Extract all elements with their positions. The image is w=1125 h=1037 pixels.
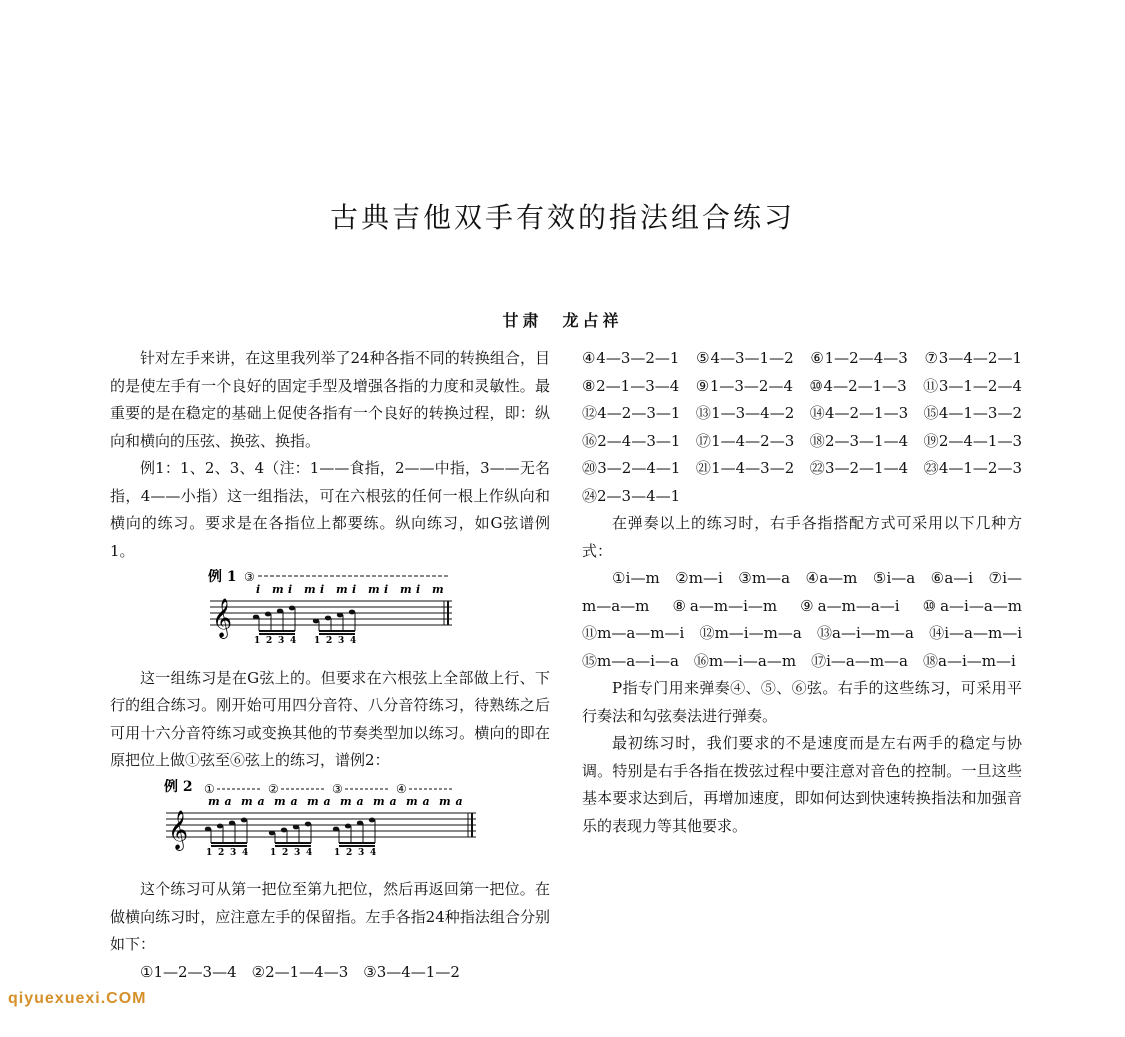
finger-number: 4 xyxy=(350,636,357,646)
fingering-letter: a xyxy=(422,794,430,808)
staff-example-2 xyxy=(164,779,484,861)
note-head xyxy=(357,820,363,825)
finger-number: 3 xyxy=(358,847,365,858)
note-head xyxy=(277,609,283,614)
string-mark: ② xyxy=(268,781,279,796)
string-mark: ③ xyxy=(244,570,255,584)
note-head xyxy=(345,823,351,828)
fingering-letter: i xyxy=(256,583,261,596)
note-head xyxy=(325,616,331,621)
fingering-letter: a xyxy=(224,794,232,808)
finger-number: 3 xyxy=(230,847,237,858)
fingering-letter: m xyxy=(336,583,348,596)
paragraph: 这个练习可从第一把位至第九把位，然后再返回第一把位。在做横向练习时，应注意左手的保留指。左手各指24种指法组合分别如下： xyxy=(110,880,550,953)
fingering-letter: m xyxy=(400,583,412,596)
fingering-letter: m xyxy=(208,794,220,808)
finger-number: 2 xyxy=(346,847,353,858)
note-head xyxy=(229,820,235,825)
finger-number: 1 xyxy=(254,636,261,646)
fingering-letter: a xyxy=(257,794,265,808)
music-example-1 xyxy=(208,569,550,659)
fingering-letter: i xyxy=(320,583,325,596)
fingering-letter: a xyxy=(323,794,331,808)
paragraph: 例1：1、2、3、4（注：1——食指，2——中指，3——无名指，4——小指）这一组指法，可在六根弦的任何一根上作纵向和横向的练习。要求是在各指位上都要练。纵向练习，如G弦谱例1。 xyxy=(110,459,550,560)
finger-number: 2 xyxy=(326,636,333,646)
fingering-letter: i xyxy=(352,583,357,596)
note-head xyxy=(241,817,247,822)
string-mark: ① xyxy=(204,781,215,796)
finger-number: 1 xyxy=(314,636,321,646)
example-1-label: 例 1 xyxy=(208,569,237,585)
paragraph: P指专门用来弹奏④、⑤、⑥弦。右手的这些练习，可采用平行奏法和勾弦奏法进行弹奏。 xyxy=(582,679,1022,725)
paragraph: 针对左手来讲，在这里我列举了24种各指不同的转换组合，目的是使左手有一个良好的固定手型及增强各指的力度和灵敏性。最重要的是在稳定的基础上促使各指有一个良好的转换过程，即：纵向和横向的压弦、换弦、换指。 xyxy=(110,349,550,450)
fingering-letter: m xyxy=(241,794,253,808)
string-mark: ④ xyxy=(396,781,407,796)
fingering-letter: m xyxy=(307,794,319,808)
finger-number: 2 xyxy=(266,636,273,646)
fingering-letter: m xyxy=(272,583,284,596)
finger-number: 4 xyxy=(290,636,297,646)
finger-number: 2 xyxy=(282,847,289,858)
fingering-letter: m xyxy=(304,583,316,596)
example-2-label: 例 2 xyxy=(164,778,193,795)
paragraph: 这一组练习是在G弦上的。但要求在六根弦上全部做上行、下行的组合练习。刚开始可用四分音符、八分音符练习，待熟练之后可用十六分音符练习或变换其他的节奏类型加以练习。横向的即在原把位上做①弦至⑥弦上的练习，谱例2： xyxy=(110,668,550,769)
treble-clef-icon: 𝄞 xyxy=(212,598,233,638)
finger-combination-list: ④4—3—2—1 ⑤4—3—1—2 ⑥1—2—4—3 ⑦3—4—2—1 ⑧2—1—3—4 ⑨1—3—2—4 ⑩4—2—1—3 ⑪3—1—2—4 ⑫4—2—3—1 ⑬1—3—4—2 ⑭4—2—1—3 ⑮4—1—3—2 ⑯2—4—3—1 ⑰1—4—2—3 ⑱2—3—1—4 ⑲2—4—1—3 ⑳3—2—4—1 ㉑1—4—3—2 ㉒3—2—1—4 ㉓4—1—2—3 ㉔2—3—4—1 xyxy=(582,349,1038,505)
fingering-letter: i xyxy=(384,583,389,596)
string-mark: ③ xyxy=(332,781,343,796)
note-head xyxy=(253,615,259,620)
note-head xyxy=(313,619,319,624)
right-hand-combination-list: ①i—m ②m—i ③m—a ④a—m ⑤i—a ⑥a—i ⑦i—m—a—m ⑧a—m—i—m ⑨a—m—a—i ⑩a—i—a—m ⑪m—a—m—i ⑫m—i—m—a ⑬a—i—m—a ⑭i—a—m—i ⑮m—a—i—a ⑯m—i—a—m ⑰i—a—m—a ⑱a—i—m—i xyxy=(582,569,1038,670)
fingering-letter: m xyxy=(368,583,380,596)
article-title: 古典吉他双手有效的指法组合练习 xyxy=(329,201,795,234)
finger-number: 1 xyxy=(206,847,213,858)
note-head xyxy=(205,826,211,831)
right-column xyxy=(582,345,1038,840)
note-head xyxy=(265,612,271,617)
staff-example-1 xyxy=(208,569,458,649)
finger-number: 4 xyxy=(242,847,249,858)
fingering-letter: m xyxy=(406,794,418,808)
paragraph: 最初练习时，我们要求的不是速度而是左右两手的稳定与协调。特别是右手各指在拨弦过程中要注意对音色的控制。一旦这些基本要求达到后，再增加速度，即如何达到快速转换指法和加强音乐的表现力等其他要求。 xyxy=(582,734,1022,835)
finger-number: 3 xyxy=(278,636,285,646)
fingering-letter: a xyxy=(290,794,298,808)
note-head xyxy=(289,606,295,611)
finger-number: 1 xyxy=(270,847,277,858)
finger-number: 3 xyxy=(294,847,301,858)
note-head xyxy=(333,826,339,831)
note-head xyxy=(293,824,299,829)
finger-number: 2 xyxy=(218,847,225,858)
note-head xyxy=(281,827,287,832)
left-column xyxy=(110,345,550,986)
note-head xyxy=(349,610,355,615)
fingering-letter: m xyxy=(439,794,451,808)
paragraph: ①1—2—3—4 ②2—1—4—3 ③3—4—1—2 xyxy=(140,962,460,981)
finger-number: 4 xyxy=(370,847,377,858)
fingering-letter: i xyxy=(288,583,293,596)
fingering-letter: m xyxy=(274,794,286,808)
fingering-letter: a xyxy=(389,794,397,808)
finger-number: 3 xyxy=(338,636,345,646)
fingering-letter: m xyxy=(432,583,444,596)
finger-number: 1 xyxy=(334,847,341,858)
site-watermark: qiyuexuexi.COM xyxy=(8,990,147,1007)
note-head xyxy=(305,821,311,826)
author-line: 甘肃 龙占祥 xyxy=(502,311,623,330)
note-head xyxy=(217,823,223,828)
fingering-letter: m xyxy=(373,794,385,808)
fingering-letter: a xyxy=(356,794,364,808)
note-head xyxy=(369,817,375,822)
note-head xyxy=(269,830,275,835)
finger-number: 4 xyxy=(306,847,313,858)
music-example-2 xyxy=(164,779,550,871)
note-head xyxy=(337,613,343,618)
fingering-letter: i xyxy=(416,583,421,596)
treble-clef-icon: 𝄞 xyxy=(168,809,189,850)
fingering-letter: a xyxy=(455,794,463,808)
paragraph: 在弹奏以上的练习时，右手各指搭配方式可采用以下几种方式： xyxy=(582,514,1022,560)
fingering-letter: m xyxy=(340,794,352,808)
